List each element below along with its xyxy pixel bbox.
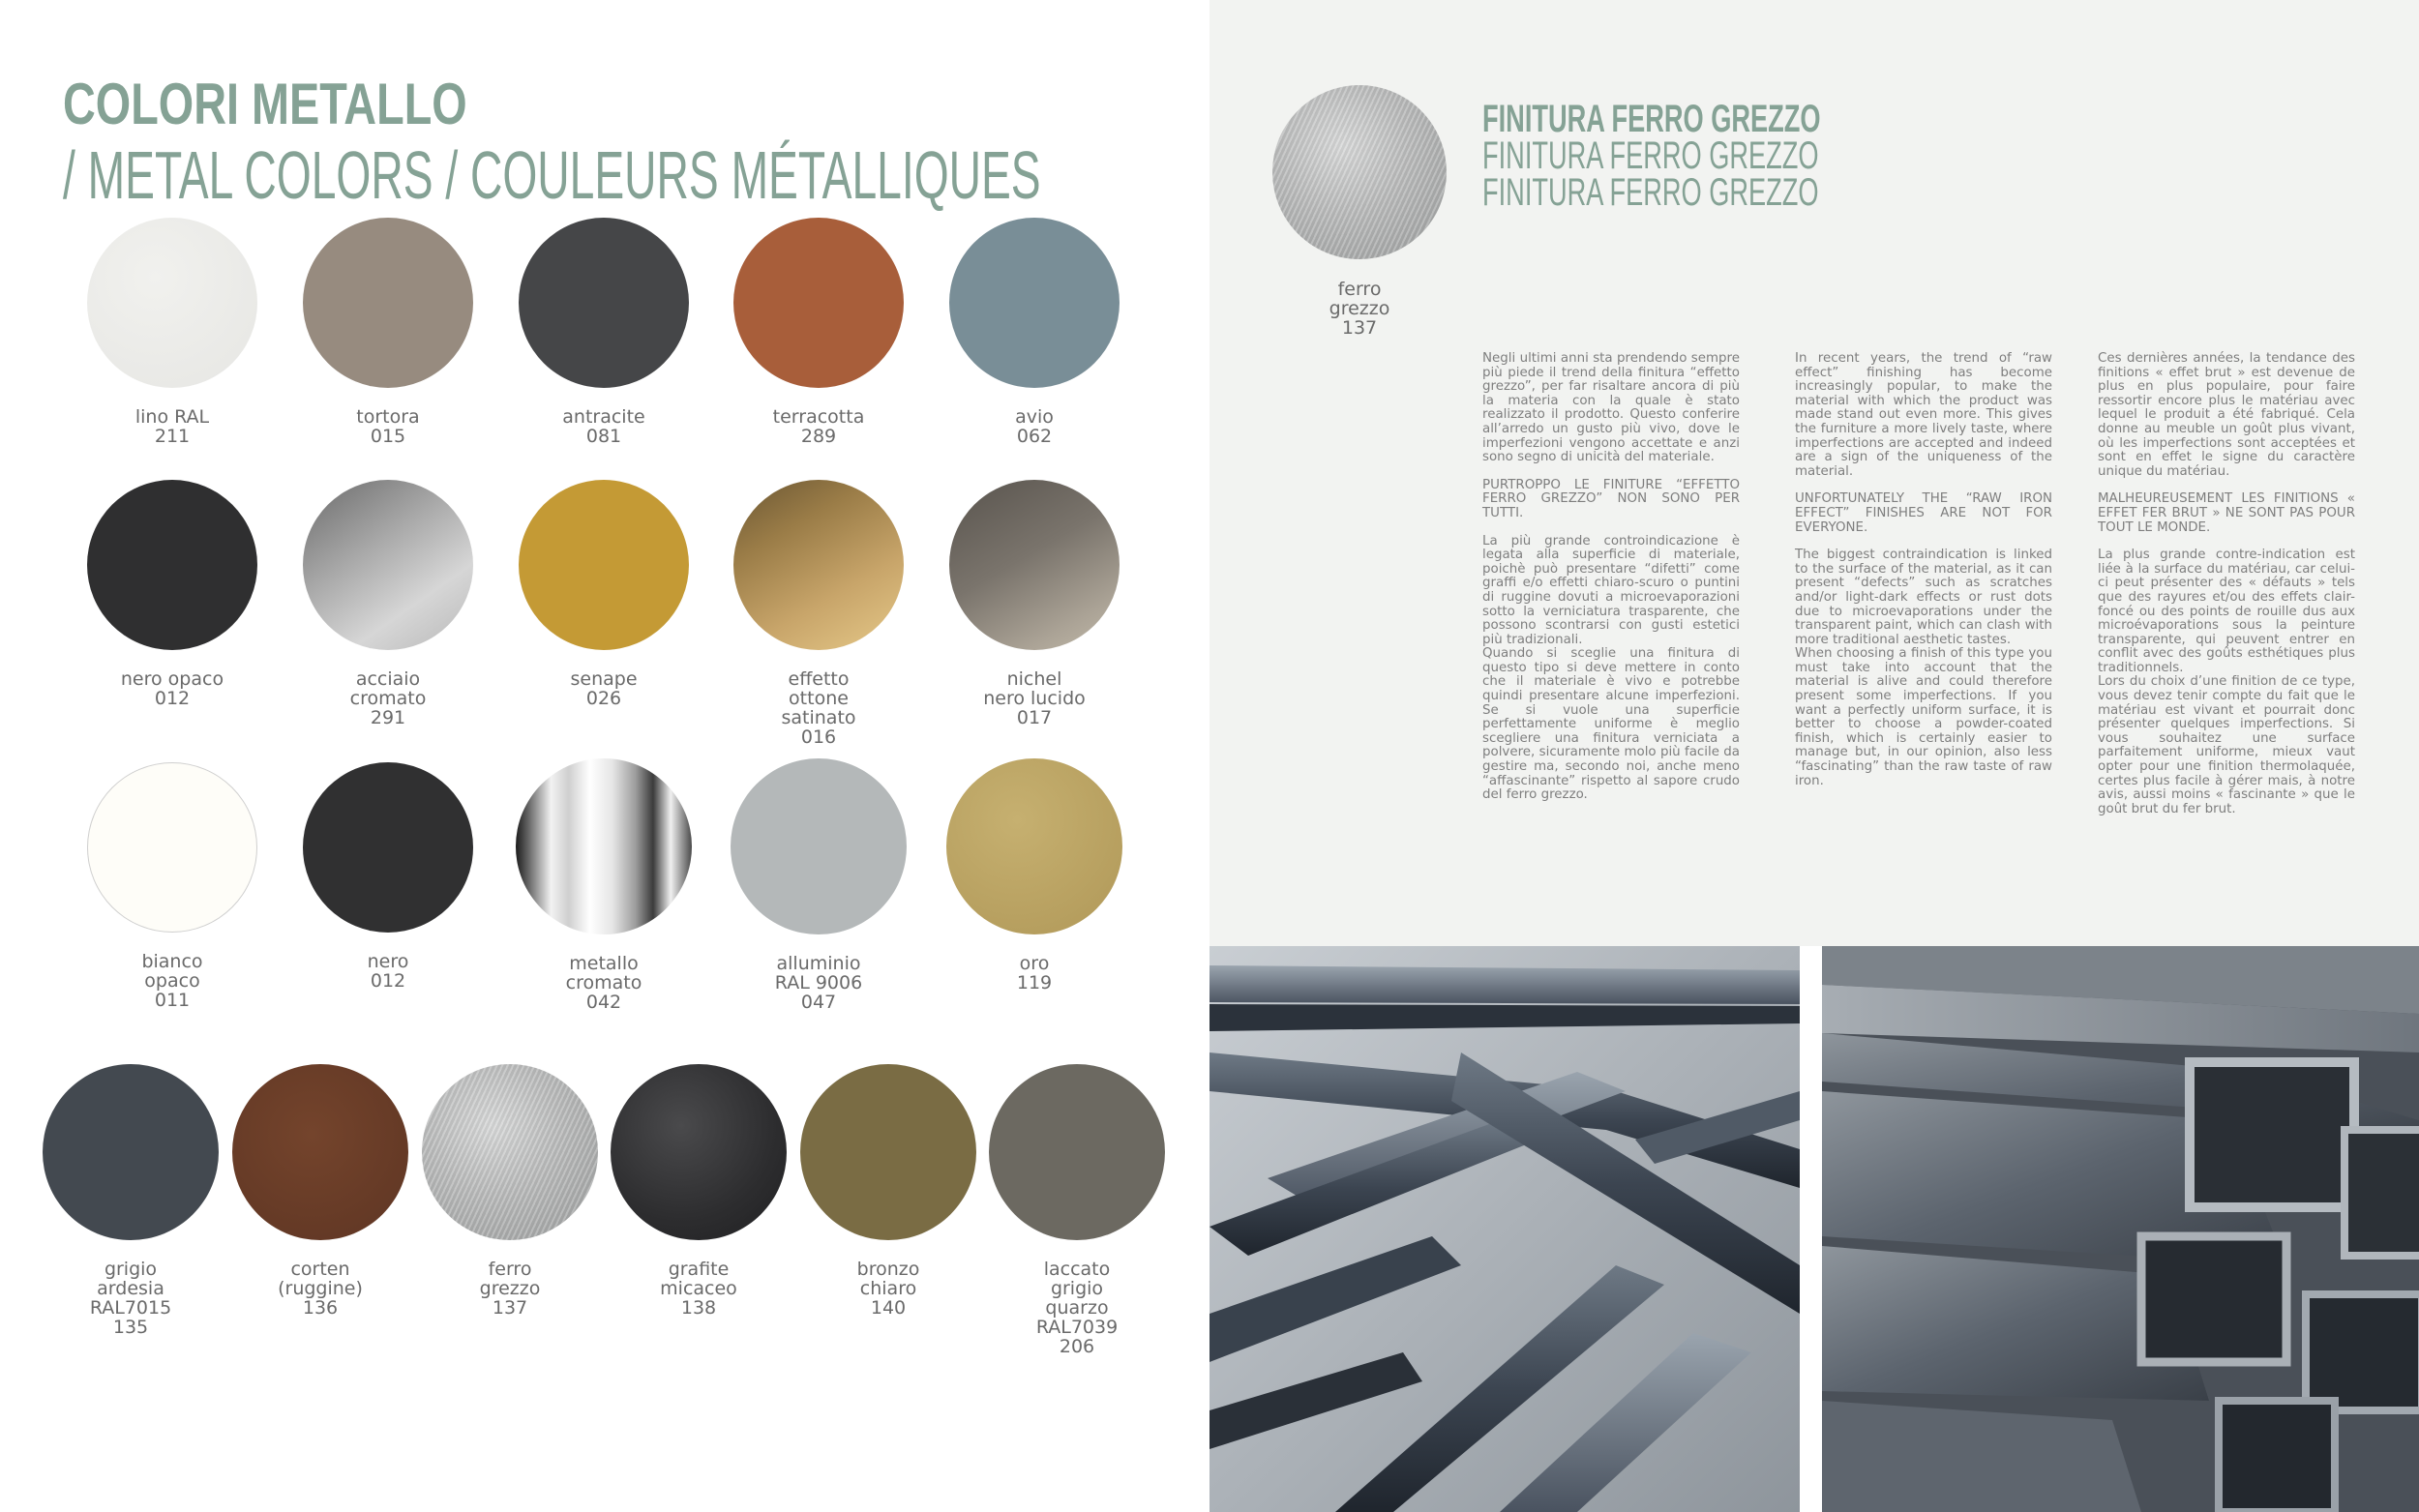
swatch-nichel-nero-lucido [923,480,1146,727]
swatch-label: lino RAL 211 [134,406,210,447]
text-paragraph: UNFORTUNATELY THE “RAW IRON EFFECT” FINISHES ARE NOT FOR EVERYONE. [1795,491,2052,535]
swatch-senape [493,480,715,708]
swatch-bianco-opaco [61,762,284,1010]
swatch-label: corten (ruggine) 136 [278,1259,363,1319]
swatch-circle [733,218,904,388]
text-paragraph: La plus grande contre-indication est liée à la surface du matériau, car celui-ci peut présenter des « défauts » tels que des rayures et/ou des effets clair-foncé ou des points de rouille dus aux microévaporations sous la peinture transparente, qui peuvent entrer en conflit avec des goûts esthétiques plus traditionnels. [2098,548,2355,675]
swatch-terracotta [707,218,930,446]
text-paragraph: Negli ultimi anni sta prendendo sempre più piede il trend della finitura “effetto grezzo”, per far risaltare ancora di più la materia con la quale è stato realizzato il prodotto. Questo conferire all’arredo un gusto più vivo, dove le imperfezioni vengono accettate e anzi sono segno di unicità del materiale. [1482,351,1740,465]
swatch-circle [519,480,689,650]
swatch-label: grafite micaceo 138 [660,1259,737,1319]
swatch-label: nero 012 [367,951,409,992]
swatch-label: nichel nero lucido 017 [983,668,1086,728]
swatch-circle [232,1064,408,1240]
swatch-circle [422,1064,598,1240]
swatch-circle [516,758,692,934]
swatch-circle [611,1064,787,1240]
text-paragraph: When choosing a finish of this type you must take into account that the material is alive and could therefore present some imperfections. If you want a perfectly uniform surface, it is better to choose a powder-coated finish, which is certainly easier to manage but, in our opinion, also less “fascinating” than the raw taste of raw iron. [1795,646,2052,788]
swatch-antracite [493,218,715,446]
photo-steel-tubes [1822,946,2419,1512]
swatch-avio [923,218,1146,446]
swatch-circle [87,218,257,388]
feature-title [1482,98,1980,214]
text-paragraph: La più grande controindicazione è legata alla superficie di materiale, poichè può presentare “difetti” come graffi e/o effetti chiaro-scuro o puntini di ruggine dovuti a microevaporazioni sotto la verniciatura trasparente, che possono scontrarsi con gusti estetici più tradizionali. [1482,533,1740,647]
text-paragraph: In recent years, the trend of “raw effect” finishing has become increasingly popular, to make the material with which the product was made stand out even more. This gives the furniture a more lively taste, where imperfections are accepted and indeed are a sign of the uniqueness of the material. [1795,351,2052,479]
swatch-circle [303,480,473,650]
swatch-acciaio-cromato [277,480,499,727]
swatch-alluminio [707,758,930,1012]
text-column-french [2098,352,2355,830]
swatch-circle [87,762,257,933]
swatch-circle [303,218,473,388]
swatch-circle [303,762,473,933]
swatch-oro [923,758,1146,993]
swatch-circle [43,1064,219,1240]
swatch-label: senape 026 [570,668,638,709]
text-paragraph: Quando si sceglie una finitura di questo tipo si deve mettere in conto che il materiale è vivo e potrebbe quindi presentare alcune imperfezioni. Se si vuole una superficie perfettamente uniforme è meglio scegliere una finitura verniciata a polvere, sicuramente molo più facile da gestire ma, secondo noi, anche meno “affascinante” rispetto al sapore crudo del ferro grezzo. [1482,646,1740,803]
swatch-lino-ral [61,218,284,446]
swatch-label: tortora 015 [356,406,420,447]
steel-tubes-image [1822,946,2419,1512]
swatch-label: bianco opaco 011 [141,951,203,1011]
swatch-label: grigio ardesia RAL7015 135 [89,1259,172,1338]
swatch-circle [731,758,907,934]
text-paragraph: PURTROPPO LE FINITURE “EFFETTO FERRO GREZZO” NON SONO PER TUTTI. [1482,477,1740,520]
feature-title-fr: FINITURA FERRO GREZZO [1482,171,1819,214]
text-paragraph: Ces dernières années, la tendance des finitions « effet brut » est devenue de plus en plus populaire, pour faire ressortir encore plus le matériau avec lequel le produit a été fabriqué. Cela donne au meuble un goût plus vivant, où les imperfections sont acceptées et sont en effet le signe du caractère unique du matériau. [2098,351,2355,479]
swatch-label: ferro grezzo 137 [479,1259,541,1319]
swatch-label: avio 062 [1015,406,1054,447]
swatch-label: oro 119 [1016,953,1053,993]
page-subtitle: / METAL COLORS / COULEURS MÉTALLIQUES [63,137,1041,213]
swatch-effetto-ottone-satinato [707,480,930,747]
swatch-circle [87,480,257,650]
swatch-laccato-grigio-quarzo [966,1064,1188,1356]
swatch-label: metallo cromato 042 [565,953,642,1013]
swatch-circle [989,1064,1165,1240]
swatch-circle [800,1064,976,1240]
text-column-italian [1482,352,1740,816]
swatch-circle [733,480,904,650]
swatch-metallo-cromato [493,758,715,1012]
feature-swatch-label: ferro grezzo 137 [1329,279,1390,339]
swatch-nero [277,762,499,991]
text-paragraph: MALHEUREUSEMENT LES FINITIONS « EFFET FER BRUT » NE SONT PAS POUR TOUT LE MONDE. [2098,491,2355,535]
swatch-label: acciaio cromato 291 [349,668,427,728]
swatch-label: effetto ottone satinato 016 [781,668,856,748]
swatch-label: terracotta 289 [772,406,865,447]
feature-title-it: FINITURA FERRO GREZZO [1482,98,1821,140]
swatch-nero-opaco [61,480,284,708]
swatch-label: alluminio RAL 9006 047 [774,953,863,1013]
feature-title-en: FINITURA FERRO GREZZO [1482,134,1819,177]
swatch-tortora [277,218,499,446]
swatch-circle [949,480,1120,650]
swatch-circle [519,218,689,388]
text-paragraph: Lors du choix d’une finition de ce type, vous devez tenir compte du fait que le matériau est vivant et pourrait donc présenter quelques imperfections. Si vous souhaitez une surface parfaitement uniforme, mieux vaut opter pour une finition thermolaquée, certes plus facile à gérer mais, à notre avis, aussi moins « fascinante » que le goût brut du fer brut. [2098,674,2355,816]
swatch-label: bronzo chiaro 140 [856,1259,920,1319]
swatch-label: antracite 081 [562,406,645,447]
swatch-label: laccato grigio quarzo RAL7039 206 [1035,1259,1119,1357]
steel-frames-image [1210,946,1800,1512]
feature-swatch-ferro-grezzo [1272,85,1447,259]
photo-steel-frames [1210,946,1800,1512]
text-paragraph: The biggest contraindication is linked to the surface of the material, as it can present “defects” such as scratches and/or light-dark effects or rust dots due to microevaporations under the transparent paint, which can clash with more traditional aesthetic tastes. [1795,548,2052,647]
swatch-label: nero opaco 012 [120,668,224,709]
text-column-english [1795,352,2052,802]
swatch-circle [946,758,1122,934]
page-title: COLORI METALLO [63,72,467,136]
swatch-circle [949,218,1120,388]
